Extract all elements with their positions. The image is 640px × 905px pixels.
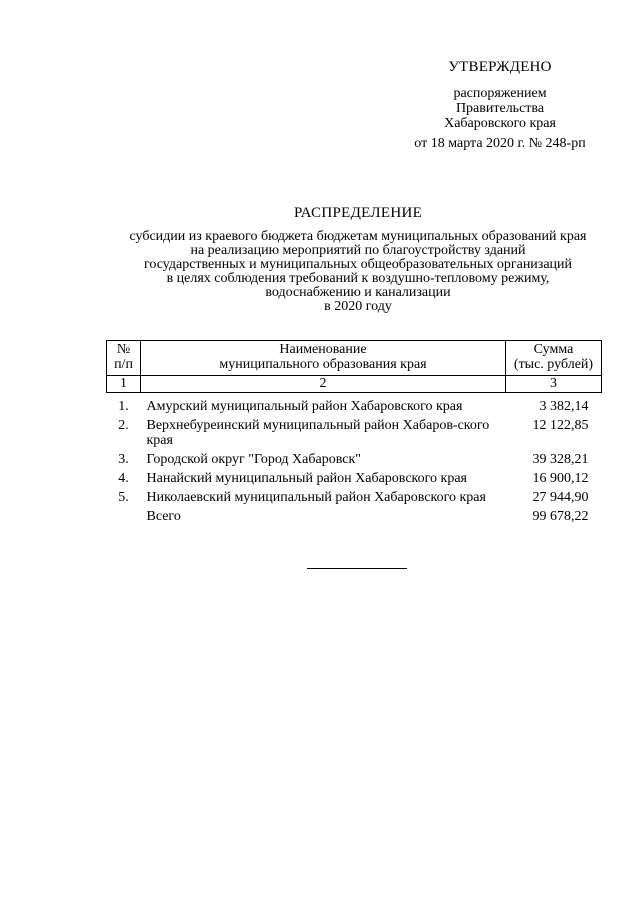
header-name: Наименование муниципального образования края [141, 341, 506, 376]
row-name: Городской округ "Город Хабаровск" [146, 452, 361, 467]
table-row [107, 490, 602, 509]
row-number: 4. [118, 471, 129, 486]
row-sum: 39 328,21 [532, 452, 589, 467]
column-number: 2 [141, 376, 506, 393]
row-name: Нанайский муниципальный район Хабаровского края [146, 471, 467, 486]
row-number: 1. [118, 399, 129, 414]
approval-heading: УТВЕРЖДЕНО [448, 59, 552, 75]
table-row [107, 418, 602, 452]
table-row [107, 471, 602, 490]
closing-divider [307, 568, 407, 569]
column-numbers-row [107, 376, 602, 393]
row-sum: 3 382,14 [539, 399, 589, 414]
row-sum: 16 900,12 [532, 471, 589, 486]
approval-line: распоряжением [453, 86, 547, 101]
title-line: государственных и муниципальных общеобразовательных организаций [143, 257, 573, 272]
table-row [107, 452, 602, 471]
title-line: в целях соблюдения требований к воздушно-тепловому режиму, [166, 271, 550, 286]
column-number: 1 [107, 376, 141, 393]
title-line: в 2020 году [324, 299, 392, 314]
row-name: Николаевский муниципальный район Хабаровского края [146, 490, 486, 505]
total-sum: 99 678,22 [532, 509, 589, 524]
row-number: 2. [118, 418, 129, 433]
row-name: Амурский муниципальный район Хабаровского края [146, 399, 463, 414]
row-sum: 12 122,85 [532, 418, 589, 433]
document-title: РАСПРЕДЕЛЕНИЕ [293, 205, 423, 221]
table-row [107, 399, 602, 418]
approval-stamp [400, 60, 600, 151]
row-number: 3. [118, 452, 129, 467]
table-header [107, 341, 602, 376]
row-name: Верхнебуреинский муниципальный район Хабаров-ского края [146, 418, 490, 448]
row-sum: 27 944,90 [532, 490, 589, 505]
document-title-block [100, 206, 616, 314]
column-number: 3 [506, 376, 602, 393]
distribution-table [106, 340, 602, 528]
total-row [107, 509, 602, 528]
row-number: 5. [118, 490, 129, 505]
approval-line: Правительства [455, 101, 545, 116]
header-number: № п/п [107, 341, 141, 376]
title-line: на реализацию мероприятий по благоустройству зданий [190, 243, 526, 258]
approval-date: от 18 марта 2020 г. № 248-рп [414, 136, 586, 151]
header-sum: Сумма (тыс. рублей) [506, 341, 602, 376]
approval-line: Хабаровского края [444, 116, 556, 131]
title-line: водоснабжению и канализации [265, 285, 451, 300]
total-label: Всего [146, 509, 181, 524]
title-line: субсидии из краевого бюджета бюджетам муниципальных образований края [129, 229, 587, 244]
